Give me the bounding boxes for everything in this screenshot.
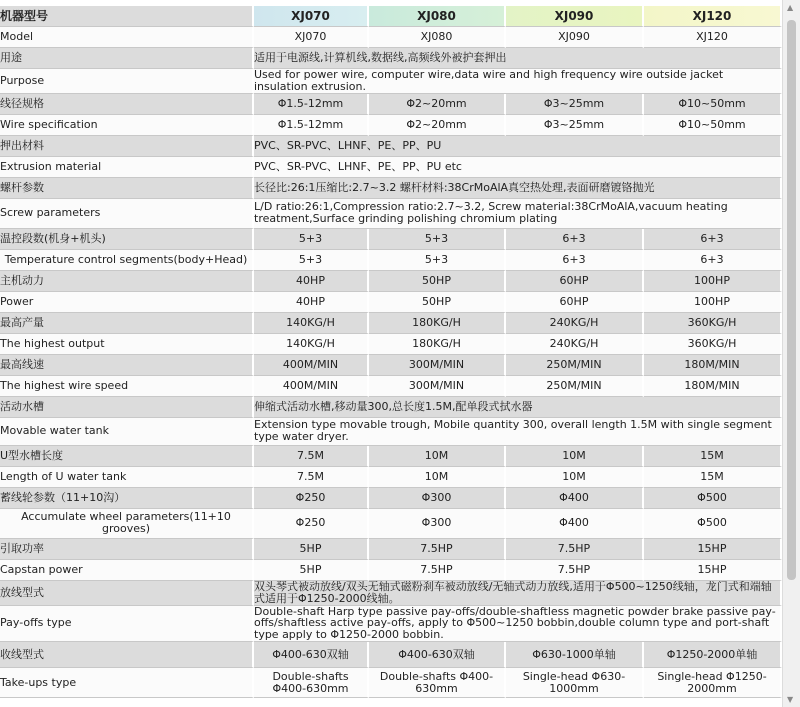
row-value-xj070: 7.5M (254, 467, 369, 488)
row-spanning-value: 双头琴式被动放线/双头无轴式磁粉刹车被动放线/无轴式动力放线,适用于Φ500~1250线轴，龙门式和端轴式适用于Φ1250-2000线轴。 (254, 581, 782, 606)
row-spanning-value: PVC、SR-PVC、LHNF、PE、PP、PU etc (254, 157, 782, 178)
table-row (0, 606, 782, 643)
row-value-xj090: 10M (506, 467, 644, 488)
row-value-xj070: 5+3 (254, 229, 369, 250)
row-value-xj080: 180KG/H (369, 313, 506, 334)
row-value-xj080: 7.5HP (369, 560, 506, 581)
row-value-xj080: Φ2~20mm (369, 94, 506, 115)
row-value-xj090: 240KG/H (506, 334, 644, 355)
row-label: 押出材料 (0, 136, 254, 157)
row-value-xj120: 360KG/H (644, 313, 782, 334)
table-row (0, 292, 782, 313)
row-value-xj080: 300M/MIN (369, 355, 506, 376)
table-row (0, 668, 782, 698)
row-value-xj120: 180M/MIN (644, 355, 782, 376)
row-label: 螺杆参数 (0, 178, 254, 199)
table-row (0, 560, 782, 581)
row-value-xj120: 100HP (644, 292, 782, 313)
row-label: Purpose (0, 69, 254, 94)
table-row (0, 418, 782, 446)
row-value-xj120: 15HP (644, 560, 782, 581)
header-model-xj080: XJ080 (369, 6, 506, 27)
row-label: Extrusion material (0, 157, 254, 178)
row-value-xj120: 15M (644, 446, 782, 467)
table-row (0, 355, 782, 376)
row-value-xj070: Φ250 (254, 488, 369, 509)
row-label: U型水槽长度 (0, 446, 254, 467)
row-value-xj090: 250M/MIN (506, 376, 644, 397)
row-label: Pay-offs type (0, 606, 254, 643)
row-value-xj070: Φ1.5-12mm (254, 94, 369, 115)
row-value-xj080: XJ080 (369, 27, 506, 48)
row-label: 主机动力 (0, 271, 254, 292)
header-model-xj090: XJ090 (506, 6, 644, 27)
row-value-xj080: 10M (369, 467, 506, 488)
row-value-xj070: 400M/MIN (254, 355, 369, 376)
scrollbar-thumb[interactable] (787, 20, 796, 580)
table-row (0, 509, 782, 539)
row-label: Wire specification (0, 115, 254, 136)
row-spanning-value: L/D ratio:26:1,Compression ratio:2.7~3.2, Screw material:38CrMoAlA,vacuum heating treatment,Surface grinding polishing chromium plating (254, 199, 782, 229)
vertical-scrollbar[interactable] (782, 0, 800, 707)
row-value-xj090: 60HP (506, 271, 644, 292)
row-value-xj120: Φ10~50mm (644, 94, 782, 115)
row-label: Temperature control segments(body+Head) (0, 250, 254, 271)
row-value-xj090: Φ400 (506, 509, 644, 539)
header-model-xj120: XJ120 (644, 6, 782, 27)
scroll-up-arrow-icon[interactable]: ▲ (787, 3, 794, 12)
row-spanning-value: 适用于电源线,计算机线,数据线,高频线外被护套押出 (254, 48, 782, 69)
row-value-xj080: Φ2~20mm (369, 115, 506, 136)
row-value-xj120: Single-head Φ1250-2000mm (644, 668, 782, 698)
row-label: Power (0, 292, 254, 313)
row-label: 最高产量 (0, 313, 254, 334)
row-value-xj070: 40HP (254, 292, 369, 313)
row-value-xj090: 7.5HP (506, 539, 644, 560)
table-row (0, 199, 782, 229)
row-label: Screw parameters (0, 199, 254, 229)
row-value-xj120: Φ500 (644, 509, 782, 539)
row-value-xj090: XJ090 (506, 27, 644, 48)
table-row (0, 250, 782, 271)
table-row (0, 446, 782, 467)
row-value-xj070: 400M/MIN (254, 376, 369, 397)
row-value-xj080: 7.5HP (369, 539, 506, 560)
row-label: Model (0, 27, 254, 48)
row-value-xj070: 5HP (254, 560, 369, 581)
row-spanning-value: Used for power wire, computer wire,data wire and high frequency wire outside jacket insulation extrusion. (254, 69, 782, 94)
row-value-xj120: 180M/MIN (644, 376, 782, 397)
row-label: Capstan power (0, 560, 254, 581)
row-spanning-value: 长径比:26:1压缩比:2.7~3.2 螺杆材料:38CrMoAlA真空热处理,表面研磨镀铬抛光 (254, 178, 782, 199)
row-value-xj080: Φ300 (369, 488, 506, 509)
row-value-xj090: Φ630-1000单轴 (506, 642, 644, 668)
row-value-xj120: XJ120 (644, 27, 782, 48)
row-value-xj090: 6+3 (506, 229, 644, 250)
row-spanning-value: PVC、SR-PVC、LHNF、PE、PP、PU (254, 136, 782, 157)
row-label: The highest output (0, 334, 254, 355)
table-row (0, 136, 782, 157)
row-value-xj070: Double-shafts Φ400-630mm (254, 668, 369, 698)
row-value-xj070: 40HP (254, 271, 369, 292)
table-row (0, 642, 782, 668)
row-spanning-value: Extension type movable trough, Mobile quantity 300, overall length 1.5M with single segment type water dryer. (254, 418, 782, 446)
row-label: Movable water tank (0, 418, 254, 446)
spec-table (0, 6, 782, 698)
row-value-xj080: 5+3 (369, 229, 506, 250)
row-value-xj070: 5+3 (254, 250, 369, 271)
row-value-xj070: Φ1.5-12mm (254, 115, 369, 136)
row-value-xj090: 7.5HP (506, 560, 644, 581)
row-value-xj120: 360KG/H (644, 334, 782, 355)
row-value-xj120: 15M (644, 467, 782, 488)
row-value-xj090: 60HP (506, 292, 644, 313)
row-value-xj080: 300M/MIN (369, 376, 506, 397)
header-label: 机器型号 (0, 6, 254, 27)
row-value-xj090: Φ3~25mm (506, 94, 644, 115)
row-value-xj090: 10M (506, 446, 644, 467)
row-label: Length of U water tank (0, 467, 254, 488)
row-spanning-value: 伸缩式活动水槽,移动量300,总长度1.5M,配单段式拭水器 (254, 397, 782, 418)
row-value-xj120: 6+3 (644, 250, 782, 271)
row-value-xj070: 140KG/H (254, 334, 369, 355)
row-value-xj080: Double-shafts Φ400-630mm (369, 668, 506, 698)
row-value-xj070: Φ400-630双轴 (254, 642, 369, 668)
row-value-xj090: 250M/MIN (506, 355, 644, 376)
row-value-xj080: Φ300 (369, 509, 506, 539)
row-value-xj120: Φ10~50mm (644, 115, 782, 136)
row-value-xj120: Φ500 (644, 488, 782, 509)
table-row (0, 488, 782, 509)
row-value-xj080: 10M (369, 446, 506, 467)
row-value-xj090: 240KG/H (506, 313, 644, 334)
row-value-xj120: 6+3 (644, 229, 782, 250)
row-value-xj090: Φ3~25mm (506, 115, 644, 136)
row-value-xj080: Φ400-630双轴 (369, 642, 506, 668)
row-label: 收线型式 (0, 642, 254, 668)
table-row (0, 539, 782, 560)
row-value-xj090: Single-head Φ630-1000mm (506, 668, 644, 698)
row-label: Accumulate wheel parameters(11+10 grooves) (0, 509, 254, 539)
row-value-xj120: 15HP (644, 539, 782, 560)
table-row (0, 581, 782, 606)
table-row (0, 157, 782, 178)
row-value-xj080: 5+3 (369, 250, 506, 271)
row-label: 蓄线轮参数（11+10沟） (0, 488, 254, 509)
table-row (0, 334, 782, 355)
row-label: 用途 (0, 48, 254, 69)
row-value-xj070: 5HP (254, 539, 369, 560)
row-value-xj090: 6+3 (506, 250, 644, 271)
table-row (0, 178, 782, 199)
table-row (0, 115, 782, 136)
row-label: The highest wire speed (0, 376, 254, 397)
row-label: 温控段数(机身+机头) (0, 229, 254, 250)
table-row (0, 467, 782, 488)
header-model-xj070: XJ070 (254, 6, 369, 27)
table-row (0, 376, 782, 397)
row-value-xj070: 140KG/H (254, 313, 369, 334)
row-label: Take-ups type (0, 668, 254, 698)
row-value-xj070: Φ250 (254, 509, 369, 539)
table-row (0, 69, 782, 94)
scroll-down-arrow-icon[interactable]: ▼ (787, 695, 794, 704)
table-row (0, 313, 782, 334)
row-label: 引取功率 (0, 539, 254, 560)
row-spanning-value: Double-shaft Harp type passive pay-offs/double-shaftless magnetic powder brake passive pay-offs/shaftless active pay-offs, apply to Φ500~1250 bobbin,double column type and port-shaft type apply to Φ1250-2000 bobbin. (254, 606, 782, 643)
row-label: 线径规格 (0, 94, 254, 115)
row-value-xj080: 180KG/H (369, 334, 506, 355)
row-value-xj120: Φ1250-2000单轴 (644, 642, 782, 668)
table-row (0, 48, 782, 69)
row-label: 最高线速 (0, 355, 254, 376)
row-value-xj120: 100HP (644, 271, 782, 292)
table-header-row (0, 6, 782, 27)
table-row (0, 271, 782, 292)
row-label: 放线型式 (0, 581, 254, 606)
row-label: 活动水槽 (0, 397, 254, 418)
row-value-xj090: Φ400 (506, 488, 644, 509)
row-value-xj070: 7.5M (254, 446, 369, 467)
table-row (0, 27, 782, 48)
table-row (0, 94, 782, 115)
row-value-xj080: 50HP (369, 292, 506, 313)
row-value-xj080: 50HP (369, 271, 506, 292)
table-row (0, 229, 782, 250)
row-value-xj070: XJ070 (254, 27, 369, 48)
table-row (0, 397, 782, 418)
